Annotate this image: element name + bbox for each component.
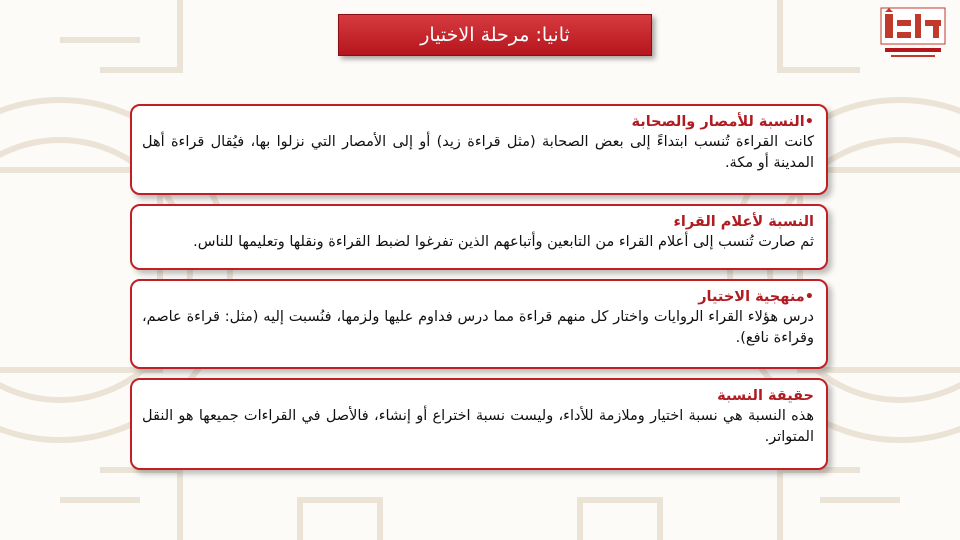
card-heading: •منهجية الاختيار — [698, 289, 814, 305]
card-body: هذه النسبة هي نسبة اختيار وملازمة للأداء، وليست نسبة اختراع أو إنشاء، فالأصل في القراءات جميعها هو النقل المتواتر. — [142, 408, 814, 445]
card-nature-of-attribution — [130, 378, 828, 470]
slide-title: ثانيا: مرحلة الاختيار — [338, 14, 652, 56]
card-body: كانت القراءة تُنسب ابتداءً إلى بعض الصحابة (مثل قراءة زيد) أو إلى الأمصار التي نزلوا بها، فيُقال قراءة أهل المدينة أو مكة. — [142, 134, 814, 171]
card-heading: النسبة لأعلام القراء — [673, 214, 814, 230]
card-heading: حقيقة النسبة — [717, 388, 814, 404]
card-attribution-regions — [130, 104, 828, 195]
card-heading: •النسبة للأمصار والصحابة — [631, 114, 814, 130]
card-body: درس هؤلاء القراء الروايات واختار كل منهم قراءة مما درس فداوم عليها ولزمها، فنُسبت إليه (مثل: قراءة عاصم، وقراءة نافع). — [142, 309, 814, 346]
ihkaam-logo — [877, 6, 949, 62]
card-attribution-reciters — [130, 204, 828, 270]
card-body: ثم صارت تُنسب إلى أعلام القراء من التابعين وأتباعهم الذين تفرغوا لضبط القراءة ونقلها وتعليمها للناس. — [193, 234, 814, 250]
card-selection-method — [130, 279, 828, 369]
